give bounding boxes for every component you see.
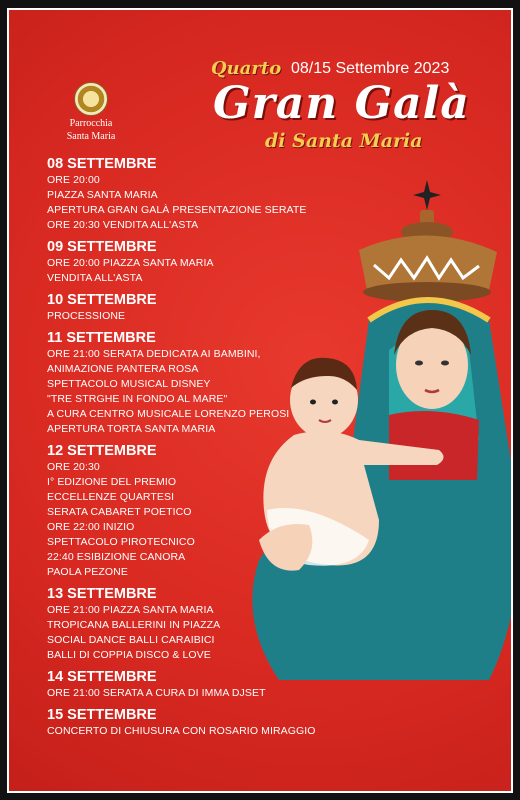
parish-logo xyxy=(53,82,129,142)
crown-graphic xyxy=(359,210,497,302)
program-day-heading: 13 SETTEMBRE xyxy=(47,586,157,602)
program-line: ORE 21:00 PIAZZA SANTA MARIA xyxy=(47,604,214,616)
event-poster xyxy=(7,8,513,793)
program-day-heading: 09 SETTEMBRE xyxy=(47,239,157,255)
edition-label: Quarto xyxy=(211,58,282,79)
program-line: PIAZZA SANTA MARIA xyxy=(47,189,158,201)
parish-emblem-icon xyxy=(74,82,108,116)
program-line: TROPICANA BALLERINI IN PIAZZA xyxy=(47,619,221,631)
star-icon xyxy=(413,180,441,210)
program-line: ORE 20:30 xyxy=(47,461,100,473)
program-line: PROCESSIONE xyxy=(47,310,126,322)
program-line: SERATA CABARET POETICO xyxy=(47,506,192,518)
program-line: SPETTACOLO PIROTECNICO xyxy=(47,536,195,548)
program-line: SPETTACOLO MUSICAL DISNEY xyxy=(47,378,211,390)
program-line: A CURA CENTRO MUSICALE LORENZO PEROSI xyxy=(47,408,290,420)
program-line: APERTURA GRAN GALÀ PRESENTAZIONE SERATE xyxy=(47,204,307,216)
program-line: 22:40 ESIBIZIONE CANORA xyxy=(47,551,186,563)
program-line: ORE 20:00 PIAZZA SANTA MARIA xyxy=(47,257,214,269)
program-line: PAOLA PEZONE xyxy=(47,566,128,578)
program-line: I° EDIZIONE DEL PREMIO xyxy=(47,476,177,488)
parish-name-line2: Santa Maria xyxy=(66,131,116,142)
program-day-heading: 11 SETTEMBRE xyxy=(47,330,156,346)
program-line: ECCELLENZE QUARTESI xyxy=(47,491,175,503)
parish-name-line1: Parrocchia xyxy=(69,118,113,129)
program-line: ORE 20:30 VENDITA ALL'ASTA xyxy=(47,219,199,231)
program-line: ORE 21:00 SERATA DEDICATA AI BAMBINI, xyxy=(47,348,261,360)
program-day-heading: 10 SETTEMBRE xyxy=(47,292,157,308)
program-line: VENDITA ALL'ASTA xyxy=(47,272,143,284)
program-line: "TRE STRGHE IN FONDO AL MARE" xyxy=(47,393,228,405)
program-line: ORE 20:00 xyxy=(47,174,100,186)
program-day-heading: 15 SETTEMBRE xyxy=(47,707,157,723)
program-day-heading: 08 SETTEMBRE xyxy=(47,156,157,172)
program-line: APERTURA TORTA SANTA MARIA xyxy=(47,423,216,435)
event-subtitle: di Santa Maria xyxy=(265,130,423,152)
event-program xyxy=(47,150,327,739)
program-line: ORE 21:00 SERATA A CURA DI IMMA DJSET xyxy=(47,687,266,699)
event-title: Gran Galà xyxy=(213,78,470,129)
program-day-heading: 14 SETTEMBRE xyxy=(47,669,157,685)
program-line: ANIMAZIONE PANTERA ROSA xyxy=(47,363,199,375)
program-line: BALLI DI COPPIA DISCO & LOVE xyxy=(47,649,211,661)
program-line: CONCERTO DI CHIUSURA CON ROSARIO MIRAGGIO xyxy=(47,725,316,737)
program-day-heading: 12 SETTEMBRE xyxy=(47,443,157,459)
program-line: ORE 22:00 INIZIO xyxy=(47,521,135,533)
program-line: SOCIAL DANCE BALLI CARAIBICI xyxy=(47,634,215,646)
event-dates: 08/15 Settembre 2023 xyxy=(291,60,450,77)
